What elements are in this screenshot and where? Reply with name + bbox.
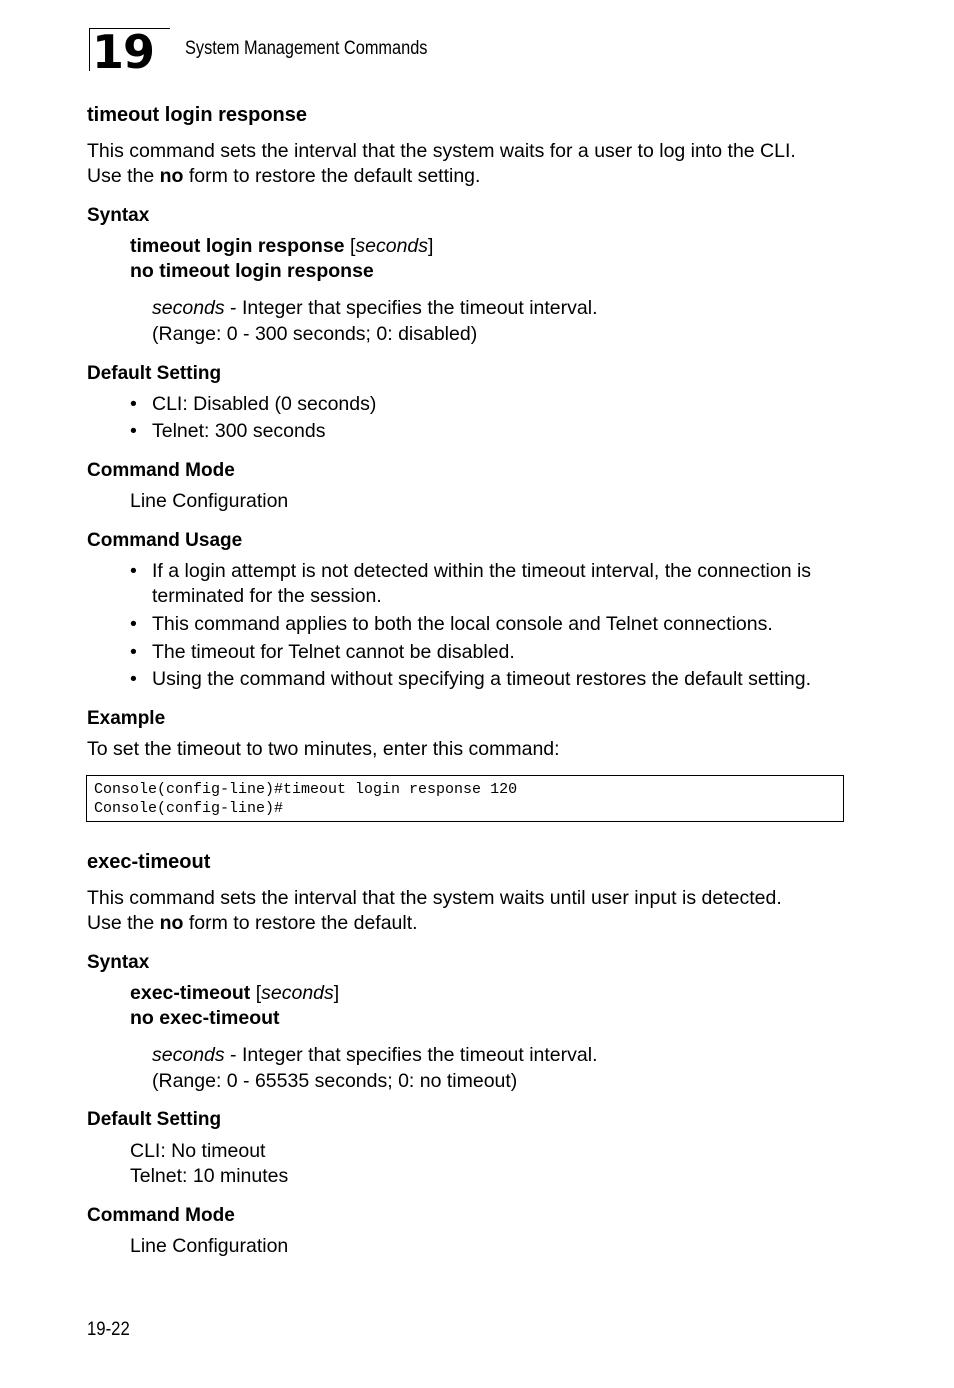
chapter-title: System Management Commands [185, 38, 428, 59]
syntax-no-command: no timeout login response [130, 260, 374, 282]
command-usage-heading: Command Usage [87, 530, 243, 551]
list-item: • The timeout for Telnet cannot be disabled. [130, 640, 845, 665]
section-title-timeout-login-response: timeout login response [87, 104, 308, 126]
command-mode-value: Line Configuration [130, 1235, 289, 1257]
code-line: Console(config-line)#timeout login response 120 [94, 781, 518, 798]
section2-intro-line1: This command sets the interval that the system waits until user input is detected. [87, 887, 782, 909]
param-range: (Range: 0 - 65535 seconds; 0: no timeout) [152, 1070, 518, 1092]
example-text: To set the timeout to two minutes, enter this command: [87, 738, 560, 760]
code-example-box [86, 775, 844, 822]
list-item: • Using the command without specifying a timeout restores the default setting. [130, 667, 845, 692]
default-telnet: Telnet: 10 minutes [130, 1165, 289, 1187]
list-item: • CLI: Disabled (0 seconds) [130, 392, 850, 417]
command-mode-heading: Command Mode [87, 1205, 235, 1226]
section2-intro-line2: Use the no form to restore the default. [87, 912, 418, 934]
default-setting-list [130, 392, 850, 444]
page-number: 19-22 [87, 1319, 130, 1340]
code-line: Console(config-line)# [94, 800, 284, 817]
default-cli: CLI: No timeout [130, 1140, 266, 1162]
list-item: • This command applies to both the local console and Telnet connections. [130, 612, 845, 637]
syntax-no-command: no exec-timeout [130, 1007, 280, 1029]
example-heading: Example [87, 708, 166, 729]
default-setting-heading: Default Setting [87, 363, 222, 384]
param-description: seconds - Integer that specifies the timeout interval. [152, 1044, 598, 1066]
list-item: • If a login attempt is not detected within the timeout interval, the connection is terminated for the session. [130, 559, 845, 609]
no-keyword: no [159, 165, 184, 187]
syntax-heading: Syntax [87, 205, 150, 226]
param-range: (Range: 0 - 300 seconds; 0: disabled) [152, 323, 478, 345]
section1-intro-line2: Use the no form to restore the default setting. [87, 165, 481, 187]
no-keyword: no [159, 912, 184, 934]
syntax-command: exec-timeout [seconds] [130, 982, 340, 1004]
section1-intro-line1: This command sets the interval that the system waits for a user to log into the CLI. [87, 140, 796, 162]
chapter-number: 19 [89, 28, 170, 71]
command-mode-heading: Command Mode [87, 460, 235, 481]
syntax-heading: Syntax [87, 952, 150, 973]
default-setting-heading: Default Setting [87, 1109, 222, 1130]
syntax-command: timeout login response [seconds] [130, 235, 434, 257]
command-mode-value: Line Configuration [130, 490, 289, 512]
command-usage-list [130, 559, 845, 692]
param-description: seconds - Integer that specifies the timeout interval. [152, 297, 598, 319]
list-item: • Telnet: 300 seconds [130, 419, 850, 444]
section-title-exec-timeout: exec-timeout [87, 851, 211, 873]
